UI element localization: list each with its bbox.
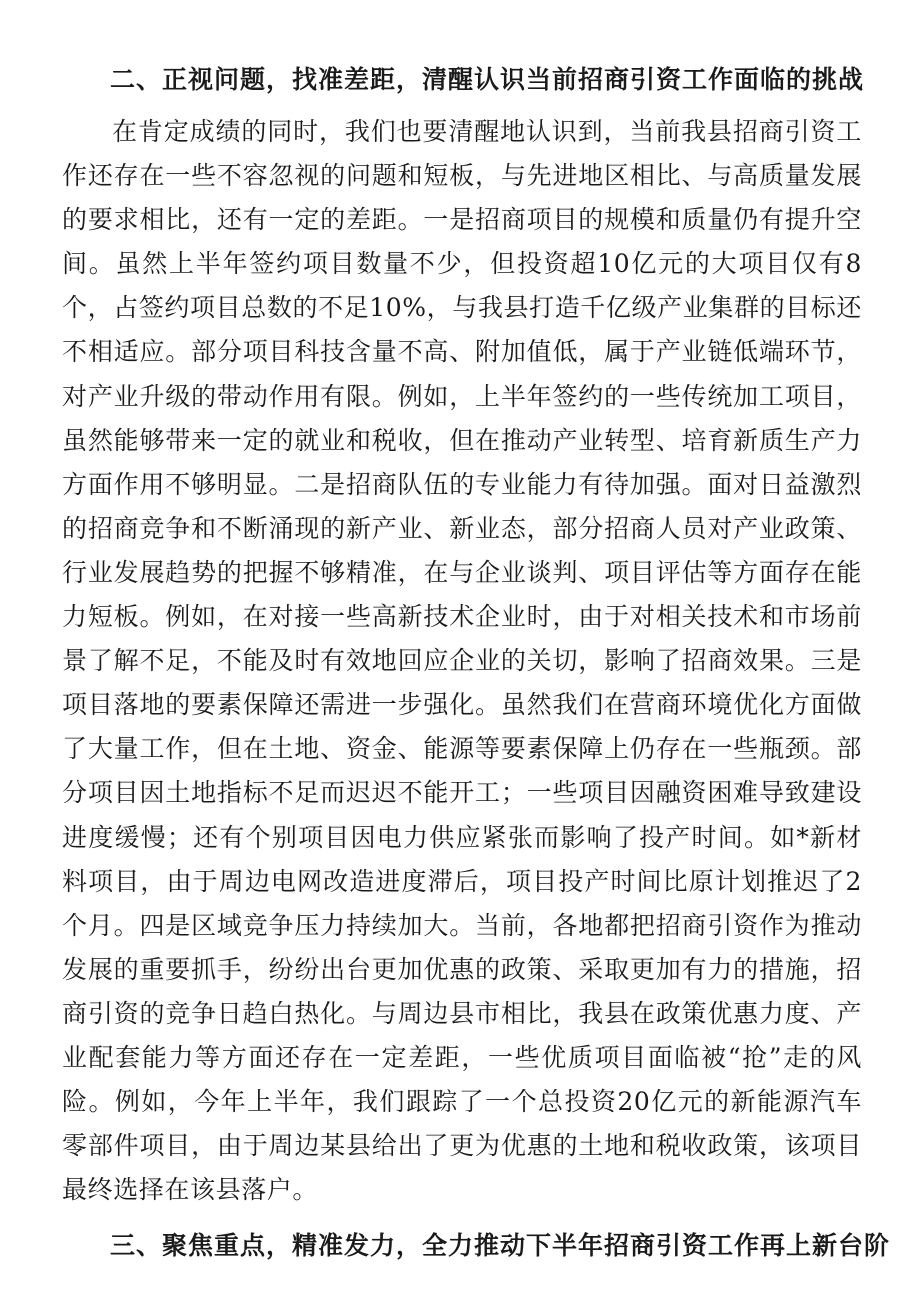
section-2-paragraph: 在肯定成绩的同时，我们也要清醒地认识到，当前我县招商引资工作还存在一些不容忽视的问题和短板，与先进地区相比、与高质量发展的要求相比，还有一定的差距。一是招商项目的规模和质量仍有提升空间。虽然上半年签约项目数量不少，但投资超10亿元的大项目仅有8个，占签约项目总数的不足10%，与我县打造千亿级产业集群的目标还不相适应。部分项目科技含量不高、附加值低，属于产业链低端环节，对产业升级的带动作用有限。例如，上半年签约的一些传统加工项目，虽然能够带来一定的就业和税收，但在推动产业转型、培育新质生产力方面作用不够明显。二是招商队伍的专业能力有待加强。面对日益激烈的招商竞争和不断涌现的新产业、新业态，部分招商人员对产业政策、行业发展趋势的把握不够精准，在与企业谈判、项目评估等方面存在能力短板。例如，在对接一些高新技术企业时，由于对相关技术和市场前景了解不足，不能及时有效地回应企业的关切，影响了招商效果。三是项目落地的要素保障还需进一步强化。虽然我们在营商环境优化方面做了大量工作，但在土地、资金、能源等要素保障上仍存在一些瓶颈。部分项目因土地指标不足而迟迟不能开工；一些项目因融资困难导致建设进度缓慢；还有个别项目因电力供应紧张而影响了投产时间。如*新材料项目，由于周边电网改造进度滞后，项目投产时间比原计划推迟了2个月。四是区域竞争压力持续加大。当前，各地都把招商引资作为推动发展的重要抓手，纷纷出台更加优惠的政策、采取更加有力的措施，招商引资的竞争日趋白热化。与周边县市相比，我县在政策优惠力度、产业配套能力等方面还存在一定差距，一些优质项目面临被“抢”走的风险。例如，今年上半年，我们跟踪了一个总投资20亿元的新能源汽车零部件项目，由于周边某县给出了更为优惠的土地和税收政策，该项目最终选择在该县落户。 [62, 117, 862, 1205]
section-2-heading: 二、正视问题，找准差距，清醒认识当前招商引资工作面临的挑战 [110, 65, 865, 94]
section-3-heading: 三、聚焦重点，精准发力，全力推动下半年招商引资工作再上新台阶 [110, 1231, 891, 1261]
